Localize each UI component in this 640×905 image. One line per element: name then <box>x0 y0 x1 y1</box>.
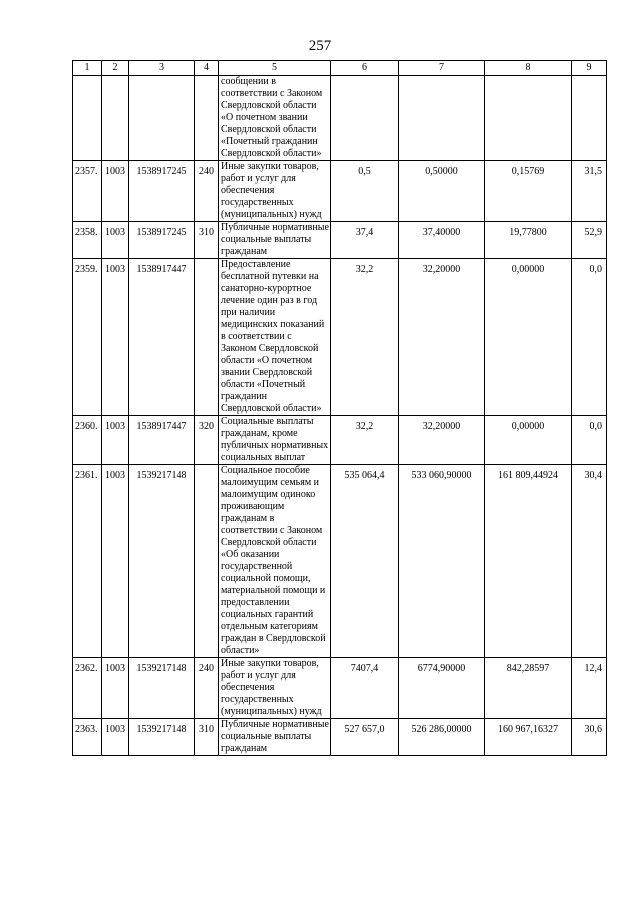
table-row <box>73 465 607 658</box>
percent-value: 30,6 <box>572 719 607 756</box>
budget-table <box>72 60 607 756</box>
executed-value: 19,77800 <box>485 222 572 259</box>
executed-value: 0,00000 <box>485 416 572 465</box>
expense-type: 310 <box>195 719 219 756</box>
section-code: 1003 <box>102 465 129 658</box>
refined-value: 32,20000 <box>399 416 485 465</box>
item-name: Публичные нормативные социальные выплаты гражданам <box>219 222 331 259</box>
expense-type <box>195 259 219 416</box>
target-code <box>129 76 195 161</box>
plan-value: 37,4 <box>331 222 399 259</box>
row-number: 2360. <box>73 416 102 465</box>
executed-value: 161 809,44924 <box>485 465 572 658</box>
refined-value: 32,20000 <box>399 259 485 416</box>
expense-type: 240 <box>195 161 219 222</box>
row-number: 2358. <box>73 222 102 259</box>
header-cell: 4 <box>195 61 219 76</box>
target-code: 1538917245 <box>129 161 195 222</box>
section-code: 1003 <box>102 161 129 222</box>
header-cell: 7 <box>399 61 485 76</box>
header-cell: 1 <box>73 61 102 76</box>
row-number: 2363. <box>73 719 102 756</box>
table-row <box>73 76 607 161</box>
header-row <box>73 61 607 76</box>
row-number: 2361. <box>73 465 102 658</box>
refined-value: 533 060,90000 <box>399 465 485 658</box>
section-code: 1003 <box>102 658 129 719</box>
executed-value <box>485 76 572 161</box>
percent-value: 12,4 <box>572 658 607 719</box>
item-name: Публичные нормативные социальные выплаты гражданам <box>219 719 331 756</box>
refined-value: 6774,90000 <box>399 658 485 719</box>
row-number <box>73 76 102 161</box>
percent-value: 30,4 <box>572 465 607 658</box>
row-number: 2359. <box>73 259 102 416</box>
item-name: сообщении в соответствии с Законом Свердловской области «О почетном звании Свердловской области «Почетный гражданин Свердловской области» <box>219 76 331 161</box>
table-row <box>73 259 607 416</box>
percent-value <box>572 76 607 161</box>
refined-value: 526 286,00000 <box>399 719 485 756</box>
plan-value <box>331 76 399 161</box>
percent-value: 52,9 <box>572 222 607 259</box>
header-cell: 3 <box>129 61 195 76</box>
section-code: 1003 <box>102 259 129 416</box>
item-name: Предоставление бесплатной путевки на санаторно-курортное лечение один раз в год при наличии медицинских показаний в соответствии с Законом Свердловской области «О почетном звании Свердловской области «Почетный гражданин Свердловской области» <box>219 259 331 416</box>
executed-value: 160 967,16327 <box>485 719 572 756</box>
plan-value: 7407,4 <box>331 658 399 719</box>
target-code: 1539217148 <box>129 658 195 719</box>
plan-value: 0,5 <box>331 161 399 222</box>
executed-value: 0,00000 <box>485 259 572 416</box>
expense-type <box>195 76 219 161</box>
row-number: 2362. <box>73 658 102 719</box>
table-row <box>73 416 607 465</box>
percent-value: 0,0 <box>572 416 607 465</box>
header-cell: 6 <box>331 61 399 76</box>
target-code: 1538917447 <box>129 259 195 416</box>
item-name: Иные закупки товаров, работ и услуг для обеспечения государственных (муниципальных) нужд <box>219 658 331 719</box>
section-code: 1003 <box>102 416 129 465</box>
page-number: 257 <box>308 38 332 54</box>
item-name: Социальные выплаты гражданам, кроме публичных нормативных социальных выплат <box>219 416 331 465</box>
table-row <box>73 161 607 222</box>
plan-value: 535 064,4 <box>331 465 399 658</box>
plan-value: 527 657,0 <box>331 719 399 756</box>
expense-type: 240 <box>195 658 219 719</box>
section-code: 1003 <box>102 719 129 756</box>
refined-value: 0,50000 <box>399 161 485 222</box>
row-number: 2357. <box>73 161 102 222</box>
table-row <box>73 719 607 756</box>
item-name: Социальное пособие малоимущим семьям и малоимущим одиноко проживающим гражданам в соответствии с Законом Свердловской области «Об оказании государственной социальной помощи, материальной помощи и предоставлении социальных гарантий отдельным категориям граждан в Свердловской области» <box>219 465 331 658</box>
plan-value: 32,2 <box>331 416 399 465</box>
plan-value: 32,2 <box>331 259 399 416</box>
header-cell: 8 <box>485 61 572 76</box>
header-cell: 2 <box>102 61 129 76</box>
expense-type: 310 <box>195 222 219 259</box>
refined-value <box>399 76 485 161</box>
header-cell: 9 <box>572 61 607 76</box>
executed-value: 842,28597 <box>485 658 572 719</box>
item-name: Иные закупки товаров, работ и услуг для обеспечения государственных (муниципальных) нужд <box>219 161 331 222</box>
executed-value: 0,15769 <box>485 161 572 222</box>
percent-value: 31,5 <box>572 161 607 222</box>
expense-type <box>195 465 219 658</box>
target-code: 1539217148 <box>129 465 195 658</box>
section-code <box>102 76 129 161</box>
table-row <box>73 222 607 259</box>
header-cell: 5 <box>219 61 331 76</box>
expense-type: 320 <box>195 416 219 465</box>
target-code: 1538917447 <box>129 416 195 465</box>
table-row <box>73 658 607 719</box>
refined-value: 37,40000 <box>399 222 485 259</box>
section-code: 1003 <box>102 222 129 259</box>
percent-value: 0,0 <box>572 259 607 416</box>
target-code: 1539217148 <box>129 719 195 756</box>
target-code: 1538917245 <box>129 222 195 259</box>
